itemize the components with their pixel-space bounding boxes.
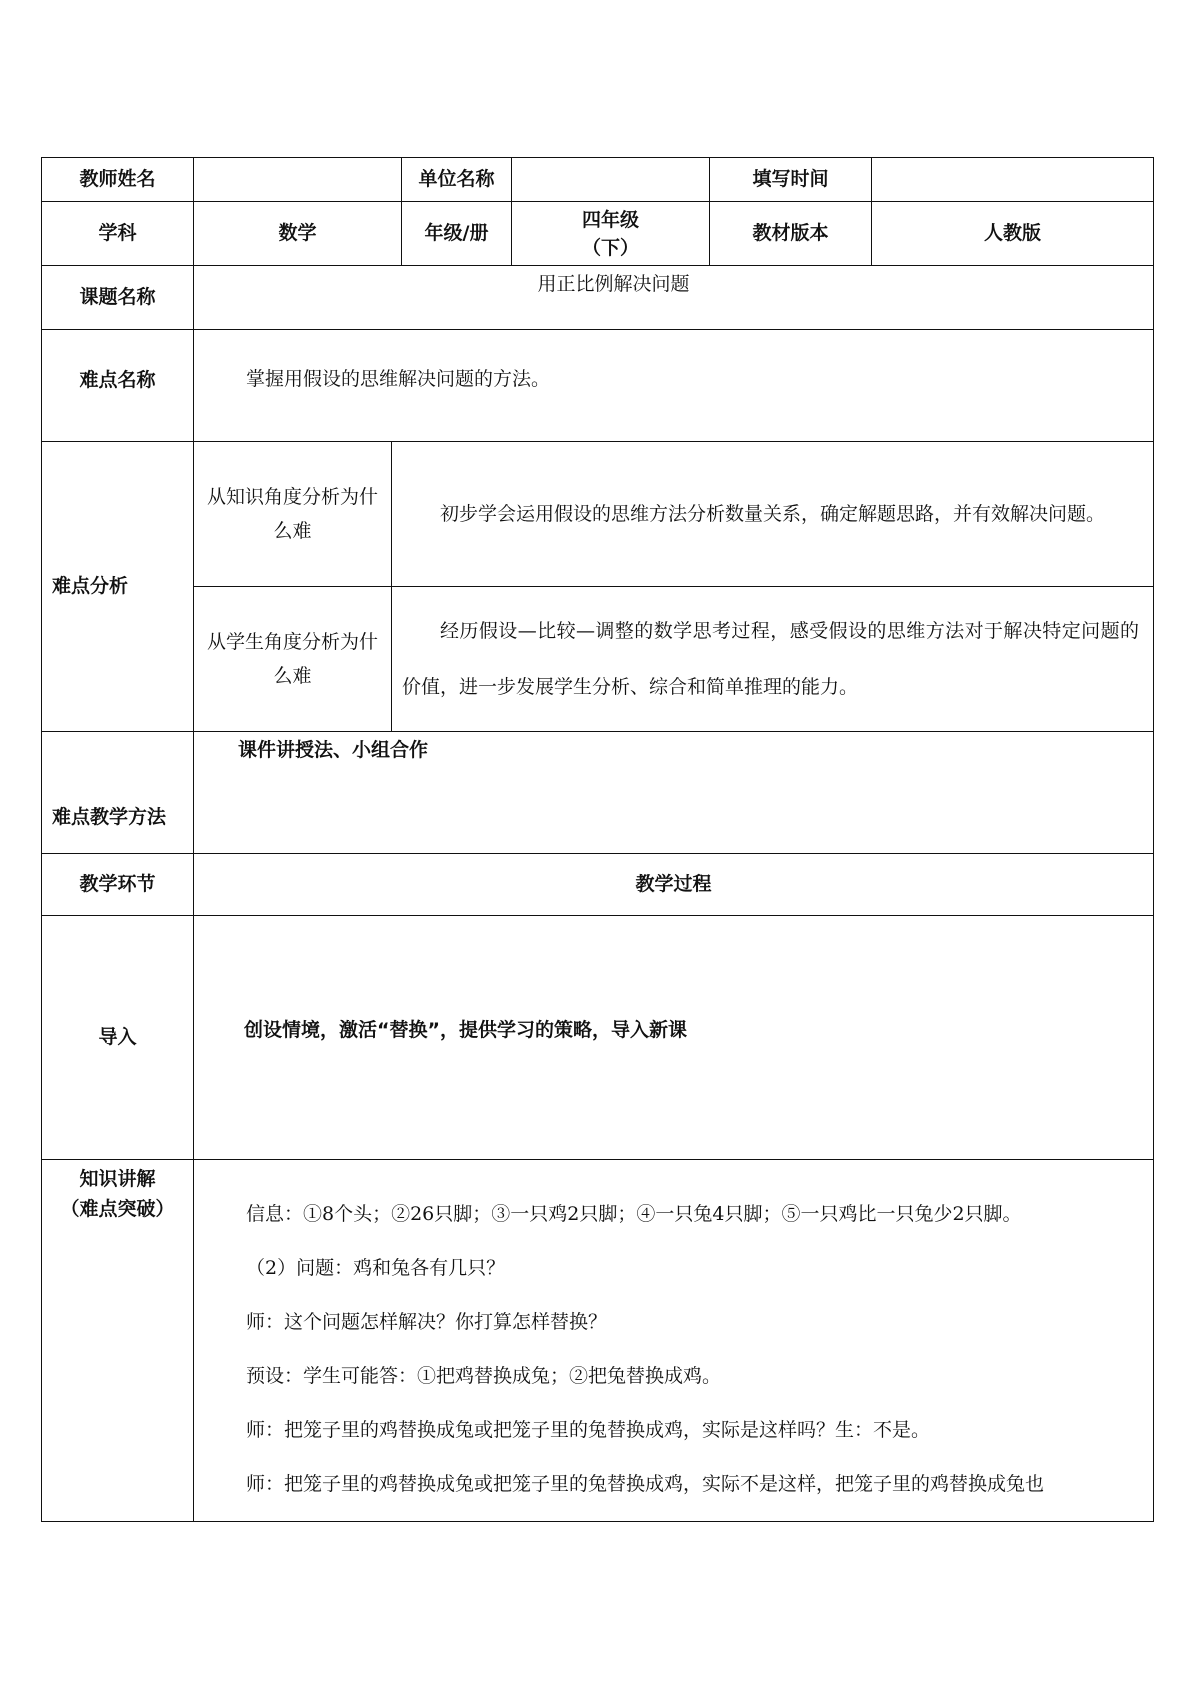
student-angle-label: 从学生角度分析为什么难 [194, 587, 392, 732]
student-angle-text: 经历假设—比较—调整的数学思考过程，感受假设的思维方法对于解决特定问题的价值，进一步发展学生分析、综合和简单推理的能力。 [402, 620, 1140, 698]
subject-value: 数学 [194, 202, 402, 266]
knowledge-label [42, 1160, 194, 1522]
knowledge-line-2: （2）问题：鸡和兔各有几只？ [246, 1257, 506, 1279]
topic-value: 用正比例解决问题 [194, 266, 1154, 330]
knowledge-content [194, 1160, 1154, 1522]
difficulty-label: 难点名称 [42, 330, 194, 442]
knowledge-angle-cell [392, 442, 1154, 587]
textbook-value: 人教版 [872, 202, 1154, 266]
analysis-knowledge-row [42, 442, 1154, 587]
difficulty-value: 掌握用假设的思维解决问题的方法。 [194, 330, 1154, 442]
analysis-label: 难点分析 [42, 442, 194, 732]
subject-row [42, 202, 1154, 266]
fill-time-label: 填写时间 [710, 158, 872, 202]
lesson-plan-sheet [41, 157, 1153, 1522]
topic-row [42, 266, 1154, 330]
grade-label: 年级/册 [402, 202, 512, 266]
method-label: 难点教学方法 [42, 732, 194, 854]
knowledge-angle-text: 初步学会运用假设的思维方法分析数量关系，确定解题思路，并有效解决问题。 [440, 503, 1106, 525]
subject-label: 学科 [42, 202, 194, 266]
grade-value-line1: 四年级 [582, 208, 640, 231]
unit-name-label: 单位名称 [402, 158, 512, 202]
knowledge-label-line2: （难点突破） [60, 1198, 175, 1220]
analysis-student-row [42, 587, 1154, 732]
intro-value: 创设情境，激活“替换”，提供学习的策略，导入新课 [194, 916, 1154, 1160]
process-header-label: 教学过程 [194, 854, 1154, 916]
lesson-plan-table [41, 157, 1154, 1522]
unit-name-field[interactable] [512, 158, 710, 202]
header-row [42, 158, 1154, 202]
textbook-label: 教材版本 [710, 202, 872, 266]
grade-value-line2: （下） [582, 236, 640, 259]
intro-label: 导入 [42, 916, 194, 1160]
knowledge-row [42, 1160, 1154, 1522]
process-header-row [42, 854, 1154, 916]
teacher-name-label: 教师姓名 [42, 158, 194, 202]
knowledge-line-4: 预设：学生可能答：①把鸡替换成兔；②把兔替换成鸡。 [246, 1365, 722, 1387]
knowledge-line-3: 师：这个问题怎样解决？你打算怎样替换？ [246, 1311, 608, 1333]
intro-row [42, 916, 1154, 1160]
knowledge-line-5: 师：把笼子里的鸡替换成兔或把笼子里的兔替换成鸡，实际是这样吗？生：不是。 [246, 1419, 931, 1441]
knowledge-label-line1: 知识讲解 [79, 1168, 156, 1190]
knowledge-angle-label: 从知识角度分析为什么难 [194, 442, 392, 587]
method-value: 课件讲授法、小组合作 [194, 732, 1154, 854]
fill-time-field[interactable] [872, 158, 1154, 202]
stage-header-label: 教学环节 [42, 854, 194, 916]
student-angle-cell [392, 587, 1154, 732]
knowledge-line-6: 师：把笼子里的鸡替换成兔或把笼子里的兔替换成鸡，实际不是这样，把笼子里的鸡替换成兔也 [246, 1473, 1045, 1495]
method-row [42, 732, 1154, 854]
grade-value [512, 202, 710, 266]
knowledge-line-1: 信息：①8个头；②26只脚；③一只鸡2只脚；④一只兔4只脚；⑤一只鸡比一只兔少2只脚。 [246, 1203, 1022, 1225]
difficulty-row [42, 330, 1154, 442]
topic-label: 课题名称 [42, 266, 194, 330]
teacher-name-field[interactable] [194, 158, 402, 202]
